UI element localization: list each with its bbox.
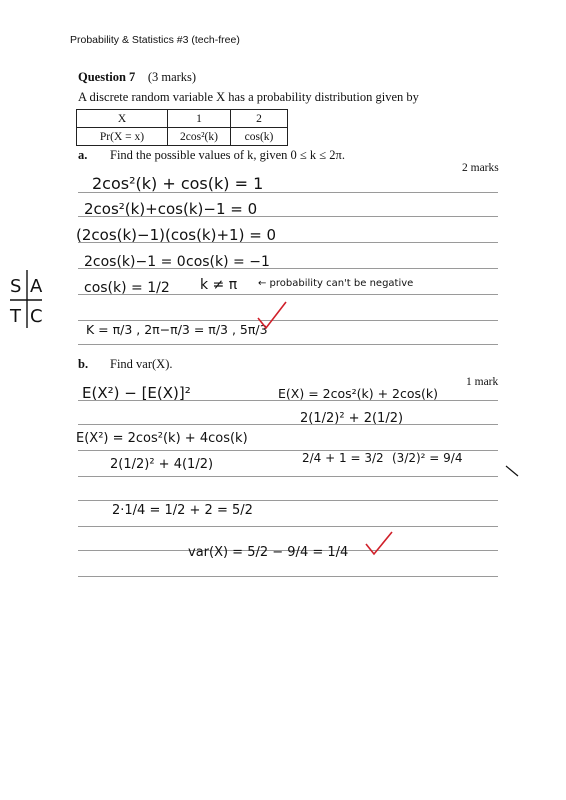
work-a-note: ← probability can't be negative [258,278,414,289]
stray-mark [506,466,518,476]
part-b-marks: 1 mark [466,376,499,388]
work-b-line1: E(X²) − [E(X)]² [82,384,191,402]
page-header: Probability & Statistics #3 (tech-free) [70,34,240,46]
work-b-line2: E(X) = 2cos²(k) + 2cos(k) [278,386,439,401]
work-b-line3: 2(1/2)² + 2(1/2) [300,411,404,426]
work-a-line5: cos(k) = −1 [186,254,270,270]
question-intro: A discrete random variable X has a probability distribution given by [78,90,419,104]
cast-s: S [10,276,22,297]
work-b-line4: E(X²) = 2cos²(k) + 4cos(k) [76,431,248,446]
tick-mark-icon [258,302,286,328]
table-cell: cos(k) [231,128,288,146]
table-cell: 2cos²(k) [168,128,231,146]
cast-t: T [10,306,21,327]
part-a-text: Find the possible values of k, given 0 ≤ k ≤ 2π. [110,148,345,162]
work-a-line6: cos(k) = 1/2 [84,280,170,296]
part-b-text: Find var(X). [110,357,173,371]
work-a-line8: K = π/3 , 2π−π/3 = π/3 , 5π/3 [86,322,268,337]
work-a-line3: (2cos(k)−1)(cos(k)+1) = 0 [76,226,277,244]
part-b-label: b. [78,357,89,371]
work-b-line5: 2(1/2)² + 4(1/2) [110,457,214,472]
question-marks: (3 marks) [147,70,197,84]
work-b-line7: (3/2)² = 9/4 [392,451,463,465]
cast-c: C [30,306,43,327]
table-cell: 2 [231,110,288,128]
work-a-line1: 2cos²(k) + cos(k) = 1 [92,174,264,193]
table-cell: Pr(X = x) [77,128,168,146]
table-cell: X [77,110,168,128]
work-a-line4: 2cos(k)−1 = 0 [84,254,186,270]
work-a-line7: k ≠ π [200,277,238,293]
work-b-line8: 2·1/4 = 1/2 + 2 = 5/2 [112,503,253,518]
question-number: Question 7 [78,70,136,84]
part-a-marks: 2 marks [462,162,499,174]
cast-a: A [30,276,43,297]
work-b-line6: 2/4 + 1 = 3/2 [302,451,384,465]
work-b-line9: var(X) = 5/2 − 9/4 = 1/4 [188,545,349,560]
table-cell: 1 [168,110,231,128]
tick-mark-icon [366,532,392,554]
work-a-line2: 2cos²(k)+cos(k)−1 = 0 [84,200,258,218]
part-a-label: a. [78,148,88,162]
